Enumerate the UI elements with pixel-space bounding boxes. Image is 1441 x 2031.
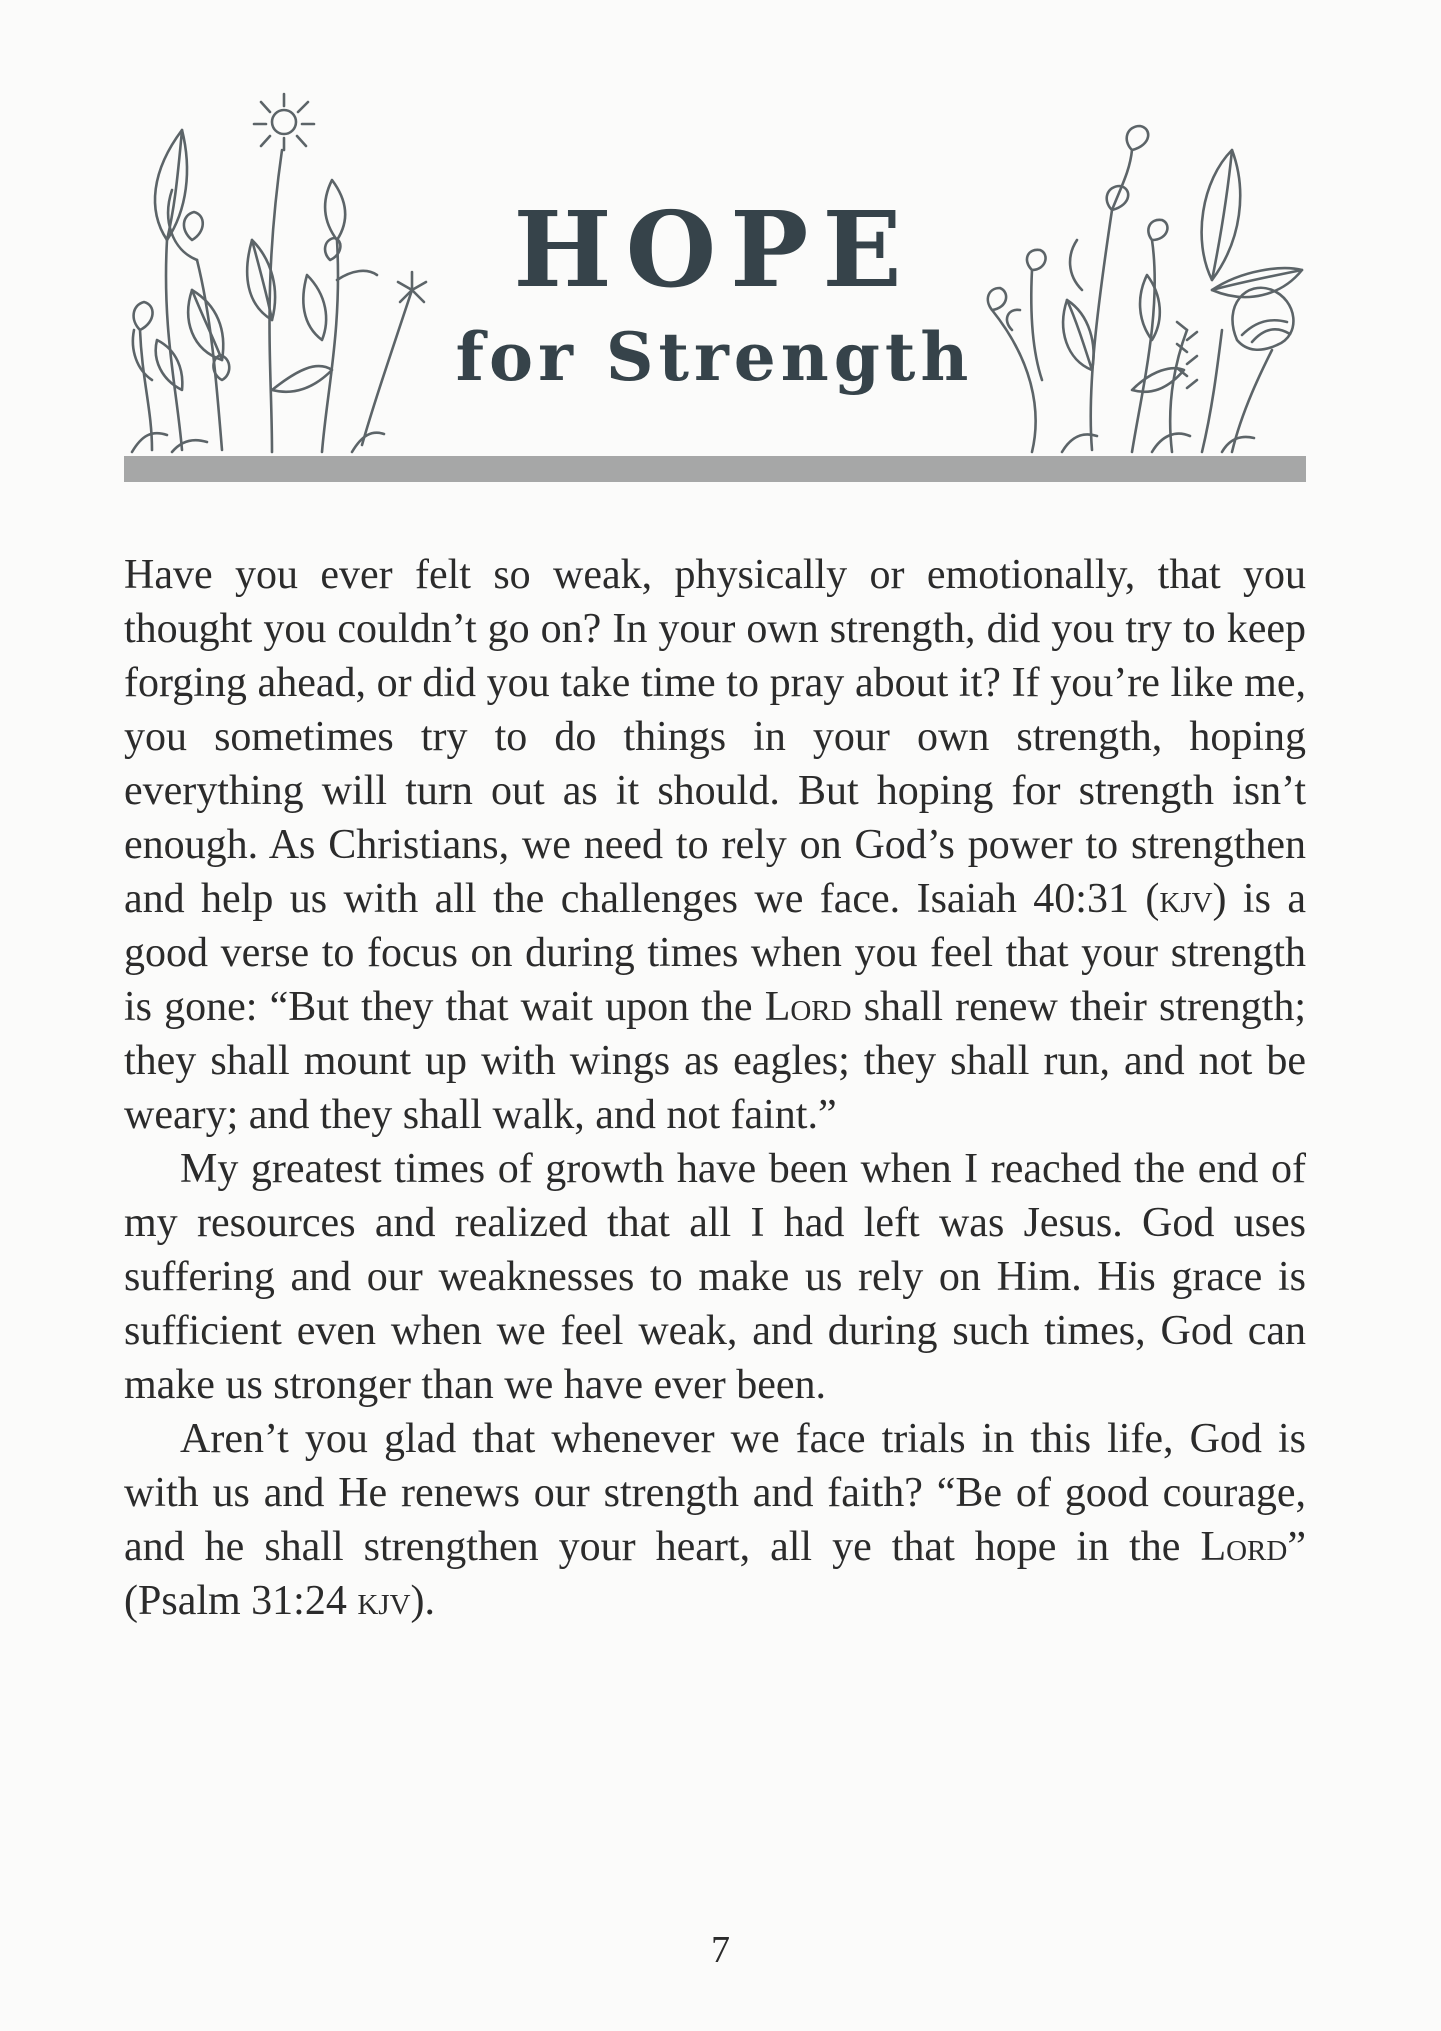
p1-text-b: ) is a good verse to focus on during times when you feel that your strength is gone: “But they that wait upon the [124, 876, 1306, 1030]
header-divider-rule [124, 456, 1306, 482]
kjv-abbrev: kjv [357, 1578, 411, 1624]
paragraph-3 [124, 1412, 1306, 1628]
paragraph-1 [124, 548, 1306, 1142]
chapter-header [122, 90, 1307, 485]
chapter-title: HOPE [513, 188, 916, 311]
right-floral-illustration-icon [972, 90, 1307, 460]
paragraph-2: My greatest times of growth have been when I reached the end of my resources and realized that all I had left was Jesus. God uses suffering and our weaknesses to make us rely on Him. His grace is sufficient even when we feel weak, and during such times, God can make us stronger than we have ever been. [124, 1146, 1306, 1408]
p3-text-b: ” (Psalm 31:24 [124, 1524, 1306, 1624]
p3-text-a: Aren’t you glad that whenever we face trials in this life, God is with us and He renews our strength and faith? “Be of good courage, and he shall strengthen your heart, all ye that hope in the [124, 1416, 1306, 1570]
lord-smallcaps: Lord [1200, 1524, 1288, 1570]
kjv-abbrev: kjv [1159, 876, 1213, 922]
p3-text-c: ). [410, 1578, 436, 1624]
devotional-text [124, 548, 1306, 1628]
p1-text-a: Have you ever felt so weak, physically or emotionally, that you thought you couldn’t go on? In your own strength, did you try to keep forging ahead, or did you take time to pray about it? If you’re like me, you sometimes try to do things in your own strength, hoping everything will turn out as it should. But hoping for strength isn’t enough. As Christians, we need to rely on God’s power to strengthen and help us with all the challenges we face. Isaiah 40:31 ( [124, 552, 1306, 922]
lord-smallcaps: Lord [764, 984, 852, 1030]
p1-text-c: shall renew their strength; they shall mount up with wings as eagles; they shall run, and not be weary; and they shall walk, and not faint.” [124, 984, 1307, 1138]
chapter-subtitle: for Strength [455, 318, 974, 396]
page-number: 7 [711, 1929, 730, 1971]
